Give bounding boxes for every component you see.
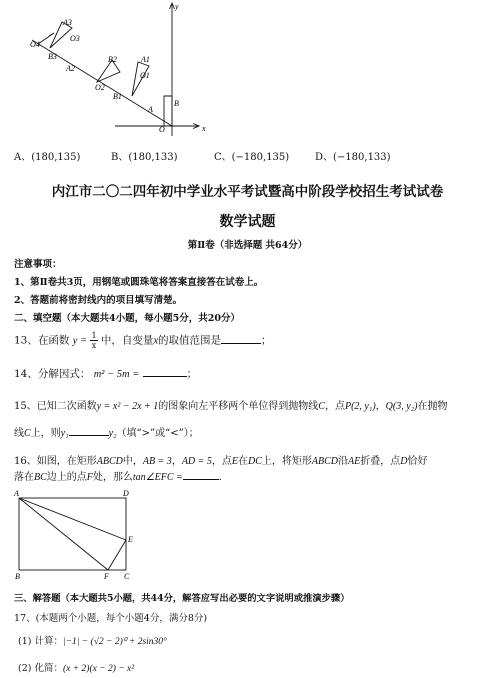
q13-frac-num: 1 (91, 331, 97, 340)
q17-part2 (18, 660, 134, 674)
q17-p1-expr: |−1| − (√2 − 2)⁰ + 2sin30° (62, 637, 167, 647)
option-d: D、(−180,133) (315, 152, 391, 163)
q16-ad: AD = 5 (181, 456, 212, 467)
q16-t7: 折叠，点 (360, 456, 401, 467)
q16-abcd: ABCD (96, 456, 123, 467)
q16-line2c: 处，那么 (92, 472, 133, 483)
q17-p2-expr: (x + 2)(x − 2) − x² (62, 664, 135, 674)
q15-line2-end: （填“>”或“<”）； (116, 428, 199, 439)
label-rect-A: A (14, 489, 19, 498)
q15-point-p: P(2, y₁) (344, 401, 376, 412)
notes-item-2: 2、答题前将密封线内的项目填写清楚。 (14, 295, 183, 306)
question-15-line2 (14, 424, 199, 439)
option-c: C、(−180,135) (214, 152, 290, 163)
label-A3: A3 (63, 18, 72, 27)
q13-var: x (153, 335, 159, 347)
q17-part1 (18, 633, 167, 647)
q14-answer-blank[interactable] (143, 376, 187, 377)
q13-prefix: 13、在函数 (14, 334, 70, 347)
q17-p2-prefix: (2) 化简： (18, 663, 63, 674)
q15-y1: y₁ (60, 428, 69, 439)
label-x: x (202, 124, 206, 133)
q16-tan: tan∠EFC = (132, 472, 183, 483)
line-af (19, 498, 108, 570)
q14-end: ； (186, 368, 198, 380)
q15-y2: y₂ (108, 428, 117, 439)
q13-answer-blank[interactable] (221, 343, 261, 344)
exam-title: 内江市二〇二四年初中学业水平考试暨高中阶段学校招生考试试卷 (51, 184, 444, 200)
label-rect-D: D (123, 489, 129, 498)
q16-answer-blank[interactable] (183, 479, 219, 480)
notes-item-1: 1、第Ⅱ卷共3页，用钢笔或圆珠笔将答案直接答在试卷上。 (14, 277, 264, 288)
q16-t5: 上，将矩形 (261, 456, 312, 467)
q14-expr: m² − 5m = (93, 369, 140, 380)
line-ef (108, 540, 126, 570)
label-B2: B2 (108, 55, 117, 64)
q16-e: E (231, 456, 238, 467)
label-y: y (175, 2, 179, 11)
label-B3: B3 (48, 52, 57, 61)
q16-line2b: 边上的点 (46, 472, 87, 483)
q16-d: D (400, 456, 408, 467)
q16-abcd-2: ABCD (311, 456, 339, 467)
label-O4: O4 (30, 40, 40, 49)
q17-title: 17、(本题两个小题，每个小题4分，满分8分) (14, 613, 208, 624)
q13-suffix: 的取值范围是 (158, 334, 222, 347)
triangle-4 (38, 33, 54, 44)
q13-fraction (90, 331, 97, 350)
fold-line-ae (19, 498, 126, 540)
q16-bc: BC (34, 472, 47, 483)
question-14 (14, 366, 197, 381)
q15-mid2: ，点 (324, 401, 345, 412)
question-16-line2 (14, 468, 222, 483)
q16-ae: AE (348, 456, 361, 467)
option-a: A、(180,135) (14, 152, 81, 163)
q15-answer-blank[interactable] (69, 435, 109, 436)
section3-heading: 三、解答题（本大题共5小题，共44分，解答应写出必要的文字说明或推演步骤） (14, 593, 350, 604)
label-rect-B: B (15, 572, 20, 581)
label-B1: B1 (113, 92, 122, 101)
q15-mid: 的图象向左平移两个单位得到抛物线 (158, 401, 319, 412)
label-O: O (159, 125, 165, 134)
q15-line1-end: 在抛物 (417, 401, 448, 412)
q13-func: y = (72, 335, 88, 347)
label-O1: O1 (140, 71, 150, 80)
q17-p1-prefix: (1) 计算： (18, 636, 63, 647)
q13-mid: 中，自变量 (100, 334, 154, 347)
q16-t1: 中， (122, 456, 143, 467)
question-13 (14, 331, 272, 350)
q16-t2: ， (171, 456, 182, 467)
section2-heading: 二、填空题（本大题共4小题，每小题5分，共20分） (14, 313, 240, 324)
q16-t8: 恰好 (407, 456, 428, 467)
q16-end: . (218, 472, 222, 483)
q16-t4: 在 (238, 456, 248, 467)
notes-heading: 注意事项： (14, 259, 62, 270)
q16-t3: ，点 (211, 456, 232, 467)
q15-line2-prefix: 线 (14, 428, 24, 439)
label-rect-E: E (128, 535, 133, 544)
top-figure (20, 0, 220, 138)
q16-dc: DC (248, 456, 262, 467)
q16-f: F (86, 472, 93, 483)
question-16-line1 (14, 452, 427, 467)
label-O2: O2 (95, 83, 105, 92)
q14-prefix: 14、分解因式： (14, 368, 91, 380)
q15-line2-mid: 上，则 (30, 428, 61, 439)
rectangle-figure (10, 488, 140, 584)
q13-end: ； (261, 334, 272, 347)
label-B: B (174, 99, 179, 108)
q16-ab: AB = 3 (142, 456, 172, 467)
label-rect-C: C (124, 572, 130, 581)
label-O3: O3 (70, 34, 80, 43)
part-heading: 第Ⅱ卷（非选择题 共64分） (187, 240, 308, 251)
label-A: A (148, 105, 153, 114)
q16-prefix: 16、如图，在矩形 (14, 456, 97, 467)
label-A1: A1 (141, 55, 150, 64)
q15-prefix: 15、已知二次函数 (14, 401, 97, 412)
q15-comma: ， (375, 401, 386, 412)
q15-curve-c: C (318, 401, 325, 412)
q13-frac-den: x (91, 341, 97, 350)
label-A2: A2 (66, 64, 75, 73)
q15-expr: y = x² − 2x + 1 (96, 401, 159, 412)
q15-point-q: Q(3, y₂) (385, 401, 418, 412)
q16-t6: 沿 (338, 456, 349, 467)
q16-line2a: 落在 (14, 472, 34, 483)
exam-subtitle: 数学试题 (219, 214, 276, 230)
question-15-line1 (14, 397, 447, 412)
q15-curve-c-2: C (24, 428, 31, 439)
label-rect-F: F (104, 572, 109, 581)
option-b: B、(180,133) (111, 152, 178, 163)
